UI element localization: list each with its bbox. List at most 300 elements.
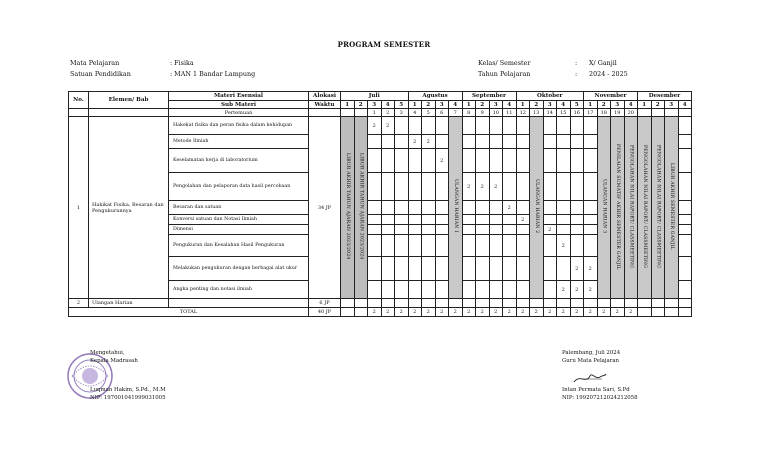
empty-cell: [422, 215, 436, 225]
empty-cell: [89, 109, 169, 117]
empty-cell: [435, 135, 449, 149]
allocation-cell: 2: [584, 257, 598, 281]
empty-cell: [476, 225, 490, 235]
empty-cell: [462, 257, 476, 281]
empty-cell: [516, 257, 530, 281]
info-row-class: [478, 58, 628, 69]
empty-cell: [489, 257, 503, 281]
empty-cell: [543, 135, 557, 149]
empty-cell: [408, 235, 422, 257]
empty-cell: [462, 281, 476, 299]
empty-cell: [503, 173, 517, 201]
empty-cell: [503, 135, 517, 149]
alokasi-cell: 34 JP: [309, 117, 341, 299]
week-number: 1: [341, 101, 355, 109]
empty-cell: [476, 257, 490, 281]
meeting-number: 19: [611, 109, 625, 117]
empty-cell: [462, 117, 476, 135]
empty-cell: [489, 201, 503, 215]
week-number: 3: [611, 101, 625, 109]
empty-cell: [543, 215, 557, 225]
alokasi-cell: 6 JP: [309, 299, 341, 308]
week-number: 3: [368, 101, 382, 109]
sign-space: [562, 365, 638, 387]
empty-cell: [678, 257, 692, 281]
info-right: [478, 58, 628, 80]
empty-cell: [678, 109, 692, 117]
empty-cell: [408, 215, 422, 225]
empty-cell: [557, 201, 571, 215]
total-alokasi: 40 JP: [309, 308, 341, 317]
empty-cell: [368, 149, 382, 173]
info-left: [70, 58, 255, 80]
empty-cell: [557, 225, 571, 235]
document-title: PROGRAM SEMESTER: [337, 40, 431, 49]
meeting-number: 3: [395, 109, 409, 117]
special-column-uh3: [597, 117, 611, 299]
special-label: ULANGAN HARIAN 2: [533, 179, 539, 234]
week-number: 4: [678, 101, 692, 109]
week-number: 1: [638, 101, 652, 109]
empty-cell: [395, 257, 409, 281]
empty-cell: [489, 281, 503, 299]
allocation-cell: 2: [476, 173, 490, 201]
info-row-year: [478, 69, 628, 80]
empty-cell: [503, 281, 517, 299]
info-value: 2024 - 2025: [589, 70, 628, 78]
empty-cell: [570, 149, 584, 173]
empty-cell: [678, 235, 692, 257]
empty-cell: [435, 225, 449, 235]
week-number: 4: [503, 101, 517, 109]
week-number: 3: [543, 101, 557, 109]
empty-cell: [489, 135, 503, 149]
empty-cell: [570, 225, 584, 235]
empty-cell: [422, 299, 436, 308]
meeting-number: 10: [489, 109, 503, 117]
sign-name: Intan Permata Sari, S.Pd: [562, 387, 630, 393]
empty-cell: [543, 299, 557, 308]
empty-cell: [584, 235, 598, 257]
empty-cell: [651, 109, 665, 117]
sign-space: [90, 365, 166, 387]
week-number: 1: [584, 101, 598, 109]
empty-cell: [408, 149, 422, 173]
header-elemen: Elemen/ Bab: [89, 92, 169, 109]
empty-cell: [476, 117, 490, 135]
empty-cell: [516, 149, 530, 173]
empty-cell: [557, 257, 571, 281]
empty-cell: [665, 299, 679, 308]
special-column-uh2: [530, 117, 544, 299]
total-value: 2: [597, 308, 611, 317]
sub-materi-cell: Hakekat fisika dan peran fisika dalam kehidupan: [169, 117, 309, 135]
empty-cell: [516, 201, 530, 215]
empty-cell: [516, 281, 530, 299]
week-number: 1: [516, 101, 530, 109]
total-value: 2: [557, 308, 571, 317]
empty-cell: [381, 299, 395, 308]
empty-cell: [368, 299, 382, 308]
empty-cell: [408, 225, 422, 235]
header-waktu: Waktu: [309, 101, 341, 109]
info-value: : Fisika: [170, 59, 194, 67]
elemen-cell: Ulangan Harian: [89, 299, 169, 308]
total-value: 2: [476, 308, 490, 317]
meeting-number: 13: [530, 109, 544, 117]
empty-cell: [503, 225, 517, 235]
row-number: 1: [69, 117, 89, 299]
meeting-number: 9: [476, 109, 490, 117]
special-column-rapor1: [624, 117, 638, 299]
empty-cell: [368, 257, 382, 281]
empty-cell: [584, 215, 598, 225]
empty-cell: [435, 215, 449, 225]
empty-cell: [678, 135, 692, 149]
empty-cell: [368, 235, 382, 257]
empty-cell: [678, 215, 692, 225]
empty-cell: [584, 201, 598, 215]
total-value: 2: [503, 308, 517, 317]
sub-materi-cell: Angka penting dan notasi ilmiah: [169, 281, 309, 299]
week-number: 4: [449, 101, 463, 109]
empty-cell: [462, 235, 476, 257]
meeting-number: 20: [624, 109, 638, 117]
empty-cell: [489, 117, 503, 135]
empty-cell: [584, 299, 598, 308]
week-number: 2: [476, 101, 490, 109]
allocation-cell: 2: [570, 281, 584, 299]
empty-cell: [476, 235, 490, 257]
empty-cell: [381, 225, 395, 235]
total-value: 2: [570, 308, 584, 317]
signature-right: [562, 350, 638, 402]
empty-cell: [516, 225, 530, 235]
week-number: 2: [354, 101, 368, 109]
meeting-number: 11: [503, 109, 517, 117]
special-label: PENGOLAHAN NILAI RAPORT/ CLASSMEETING: [628, 144, 634, 269]
row-number: 2: [69, 299, 89, 308]
empty-cell: [435, 117, 449, 135]
total-value: 2: [611, 308, 625, 317]
week-number: 2: [422, 101, 436, 109]
empty-cell: [422, 257, 436, 281]
meeting-number: 15: [557, 109, 571, 117]
empty-cell: [408, 201, 422, 215]
empty-cell: [489, 149, 503, 173]
empty-cell: [678, 117, 692, 135]
empty-cell: [678, 201, 692, 215]
empty-cell: [408, 257, 422, 281]
empty-cell: [638, 299, 652, 308]
sign-nip: NIP: 197001041999031005: [90, 394, 166, 401]
sub-materi-cell: Pengukuran dan Kesalahan Hasil Pengukuran: [169, 235, 309, 257]
empty-cell: [381, 173, 395, 201]
empty-cell: [503, 257, 517, 281]
sub-materi-cell: Pengolahan dan pelaporan data hasil percobaan: [169, 173, 309, 201]
total-value: 2: [462, 308, 476, 317]
week-number: 1: [462, 101, 476, 109]
empty-cell: [422, 225, 436, 235]
empty-cell: [503, 149, 517, 173]
meeting-number: 1: [368, 109, 382, 117]
special-label: PENGOLAHAN NILAI RAPORT/ CLASSMEETING: [655, 144, 661, 269]
allocation-cell: 2: [435, 149, 449, 173]
empty-cell: [557, 135, 571, 149]
info-row-school: [70, 69, 255, 80]
allocation-cell: 2: [408, 135, 422, 149]
sub-materi-cell: Besaran dan satuan: [169, 201, 309, 215]
empty-cell: [516, 299, 530, 308]
week-number: 4: [381, 101, 395, 109]
week-number: 3: [665, 101, 679, 109]
sign-line: Mengetahui,: [90, 350, 125, 356]
empty-cell: [503, 215, 517, 225]
info-row-subject: [70, 58, 255, 69]
empty-cell: [169, 299, 309, 308]
empty-cell: [678, 149, 692, 173]
empty-cell: [503, 299, 517, 308]
empty-cell: [678, 281, 692, 299]
empty-cell: [543, 173, 557, 201]
allocation-cell: 2: [489, 173, 503, 201]
header-alokasi: Alokasi: [309, 92, 341, 101]
empty-cell: [557, 117, 571, 135]
empty-cell: [543, 281, 557, 299]
empty-cell: [543, 235, 557, 257]
empty-cell: [395, 299, 409, 308]
empty-cell: [435, 281, 449, 299]
total-value: 2: [381, 308, 395, 317]
meeting-number: 17: [584, 109, 598, 117]
info-label: Satuan Pendidikan: [70, 70, 131, 78]
meeting-number: 7: [449, 109, 463, 117]
meeting-number: 18: [597, 109, 611, 117]
total-value: 2: [584, 308, 598, 317]
allocation-cell: 2: [516, 215, 530, 225]
empty-cell: [543, 149, 557, 173]
week-number: 4: [557, 101, 571, 109]
empty-cell: [476, 215, 490, 225]
week-number: 3: [489, 101, 503, 109]
header-sub-materi: Sub Materi: [169, 101, 309, 109]
special-label: LIBUR AKHIR TAHUN AJARAN 2023/2024: [358, 153, 364, 260]
empty-cell: [557, 215, 571, 225]
empty-cell: [381, 201, 395, 215]
meeting-number: 4: [408, 109, 422, 117]
allocation-cell: 2: [368, 117, 382, 135]
empty-cell: [611, 299, 625, 308]
sub-materi-cell: Keselamatan kerja di laboratorium: [169, 149, 309, 173]
month-header: Agustus: [408, 92, 462, 101]
empty-cell: [381, 257, 395, 281]
week-number: 2: [530, 101, 544, 109]
week-number: 5: [395, 101, 409, 109]
empty-cell: [678, 308, 692, 317]
allocation-cell: 2: [543, 225, 557, 235]
empty-cell: [435, 201, 449, 215]
empty-cell: [489, 225, 503, 235]
sign-name: Luqman Hakim, S.Pd., M.M: [90, 387, 166, 393]
elemen-cell: Hakikat Fisika, Besaran dan Pengukurannya: [89, 117, 169, 299]
empty-cell: [584, 173, 598, 201]
allocation-cell: 2: [557, 235, 571, 257]
special-column-rapor2: [638, 117, 652, 299]
month-header: November: [584, 92, 638, 101]
week-number: 1: [408, 101, 422, 109]
empty-cell: [516, 117, 530, 135]
empty-cell: [395, 135, 409, 149]
meeting-label: Pertemuan: [169, 109, 309, 117]
total-value: 2: [422, 308, 436, 317]
empty-cell: [678, 225, 692, 235]
empty-cell: [381, 281, 395, 299]
total-value: 2: [449, 308, 463, 317]
week-number: 5: [570, 101, 584, 109]
info-label: Tahun Pelajaran: [478, 70, 531, 78]
info-sep: :: [575, 70, 578, 78]
special-column-pas: [611, 117, 625, 299]
empty-cell: [462, 135, 476, 149]
empty-cell: [570, 299, 584, 308]
empty-cell: [435, 173, 449, 201]
allocation-cell: 2: [462, 173, 476, 201]
empty-cell: [543, 257, 557, 281]
empty-cell: [543, 201, 557, 215]
empty-cell: [395, 201, 409, 215]
empty-cell: [368, 135, 382, 149]
schedule-table: [68, 91, 692, 317]
empty-cell: [597, 299, 611, 308]
meeting-number: 16: [570, 109, 584, 117]
empty-cell: [516, 173, 530, 201]
special-label: LIBUR AKHIR SEMESTER GANJIL: [668, 163, 674, 250]
empty-cell: [354, 109, 368, 117]
empty-cell: [422, 281, 436, 299]
meeting-number: 2: [381, 109, 395, 117]
special-label: ULANGAN HARIAN 3: [601, 179, 607, 234]
empty-cell: [354, 308, 368, 317]
empty-cell: [462, 299, 476, 308]
empty-cell: [476, 281, 490, 299]
empty-cell: [422, 117, 436, 135]
month-header: Oktober: [516, 92, 584, 101]
total-value: 2: [435, 308, 449, 317]
info-sep: :: [575, 59, 578, 67]
total-value: 2: [368, 308, 382, 317]
empty-cell: [557, 299, 571, 308]
empty-cell: [449, 299, 463, 308]
header-no: No.: [69, 92, 89, 109]
info-value: : MAN 1 Bandar Lampung: [170, 70, 256, 78]
allocation-cell: 2: [381, 117, 395, 135]
meeting-number: 14: [543, 109, 557, 117]
empty-cell: [678, 173, 692, 201]
empty-cell: [543, 117, 557, 135]
empty-cell: [462, 149, 476, 173]
empty-cell: [570, 117, 584, 135]
sub-materi-cell: Dimensi: [169, 225, 309, 235]
empty-cell: [395, 173, 409, 201]
sub-materi-cell: Melakukan pengukuran dengan berbagai alat ukur: [169, 257, 309, 281]
special-column-libur2: [354, 117, 368, 299]
meeting-number: 5: [422, 109, 436, 117]
month-header: September: [462, 92, 516, 101]
empty-cell: [489, 215, 503, 225]
allocation-cell: 2: [584, 281, 598, 299]
empty-cell: [638, 308, 652, 317]
empty-cell: [462, 215, 476, 225]
sign-position: Guru Mata Pelajaran: [562, 357, 620, 364]
meeting-number: 8: [462, 109, 476, 117]
empty-cell: [557, 173, 571, 201]
empty-cell: [584, 135, 598, 149]
empty-cell: [69, 109, 89, 117]
empty-cell: [678, 299, 692, 308]
empty-cell: [395, 149, 409, 173]
empty-cell: [408, 117, 422, 135]
week-number: 2: [651, 101, 665, 109]
empty-cell: [516, 135, 530, 149]
empty-cell: [408, 173, 422, 201]
empty-cell: [422, 235, 436, 257]
empty-cell: [368, 225, 382, 235]
empty-cell: [435, 257, 449, 281]
total-label: TOTAL: [69, 308, 309, 317]
empty-cell: [341, 109, 355, 117]
empty-cell: [422, 149, 436, 173]
empty-cell: [422, 201, 436, 215]
empty-cell: [368, 215, 382, 225]
empty-cell: [624, 299, 638, 308]
total-value: 2: [624, 308, 638, 317]
empty-cell: [462, 225, 476, 235]
week-number: 3: [435, 101, 449, 109]
empty-cell: [354, 299, 368, 308]
special-label: PENGOLAHAN NILAI RAPORT/ CLASSMEETING: [641, 144, 647, 269]
allocation-cell: 2: [570, 257, 584, 281]
allocation-cell: 2: [503, 201, 517, 215]
sub-materi-cell: Konversi satuan dan Notasi Ilmiah: [169, 215, 309, 225]
allocation-cell: 2: [557, 281, 571, 299]
empty-cell: [381, 149, 395, 173]
sign-nip: NIP: 199207212024212058: [562, 394, 638, 401]
info-value: X/ Ganjil: [589, 59, 617, 67]
empty-cell: [570, 135, 584, 149]
empty-cell: [584, 225, 598, 235]
empty-cell: [570, 173, 584, 201]
special-label: PENILAIAN SUMATIF AKHIR SEMESTER GANJIL: [614, 143, 620, 270]
special-column-uh1: [449, 117, 463, 299]
empty-cell: [381, 135, 395, 149]
empty-cell: [395, 281, 409, 299]
empty-cell: [462, 201, 476, 215]
empty-cell: [489, 299, 503, 308]
empty-cell: [395, 215, 409, 225]
meeting-number: 12: [516, 109, 530, 117]
sign-position: Kepala Madrasah: [90, 357, 138, 364]
total-value: 2: [530, 308, 544, 317]
empty-cell: [476, 299, 490, 308]
empty-cell: [408, 281, 422, 299]
empty-cell: [530, 299, 544, 308]
total-value: 2: [489, 308, 503, 317]
special-column-libur1: [341, 117, 355, 299]
empty-cell: [341, 308, 355, 317]
empty-cell: [570, 235, 584, 257]
empty-cell: [665, 308, 679, 317]
empty-cell: [651, 308, 665, 317]
